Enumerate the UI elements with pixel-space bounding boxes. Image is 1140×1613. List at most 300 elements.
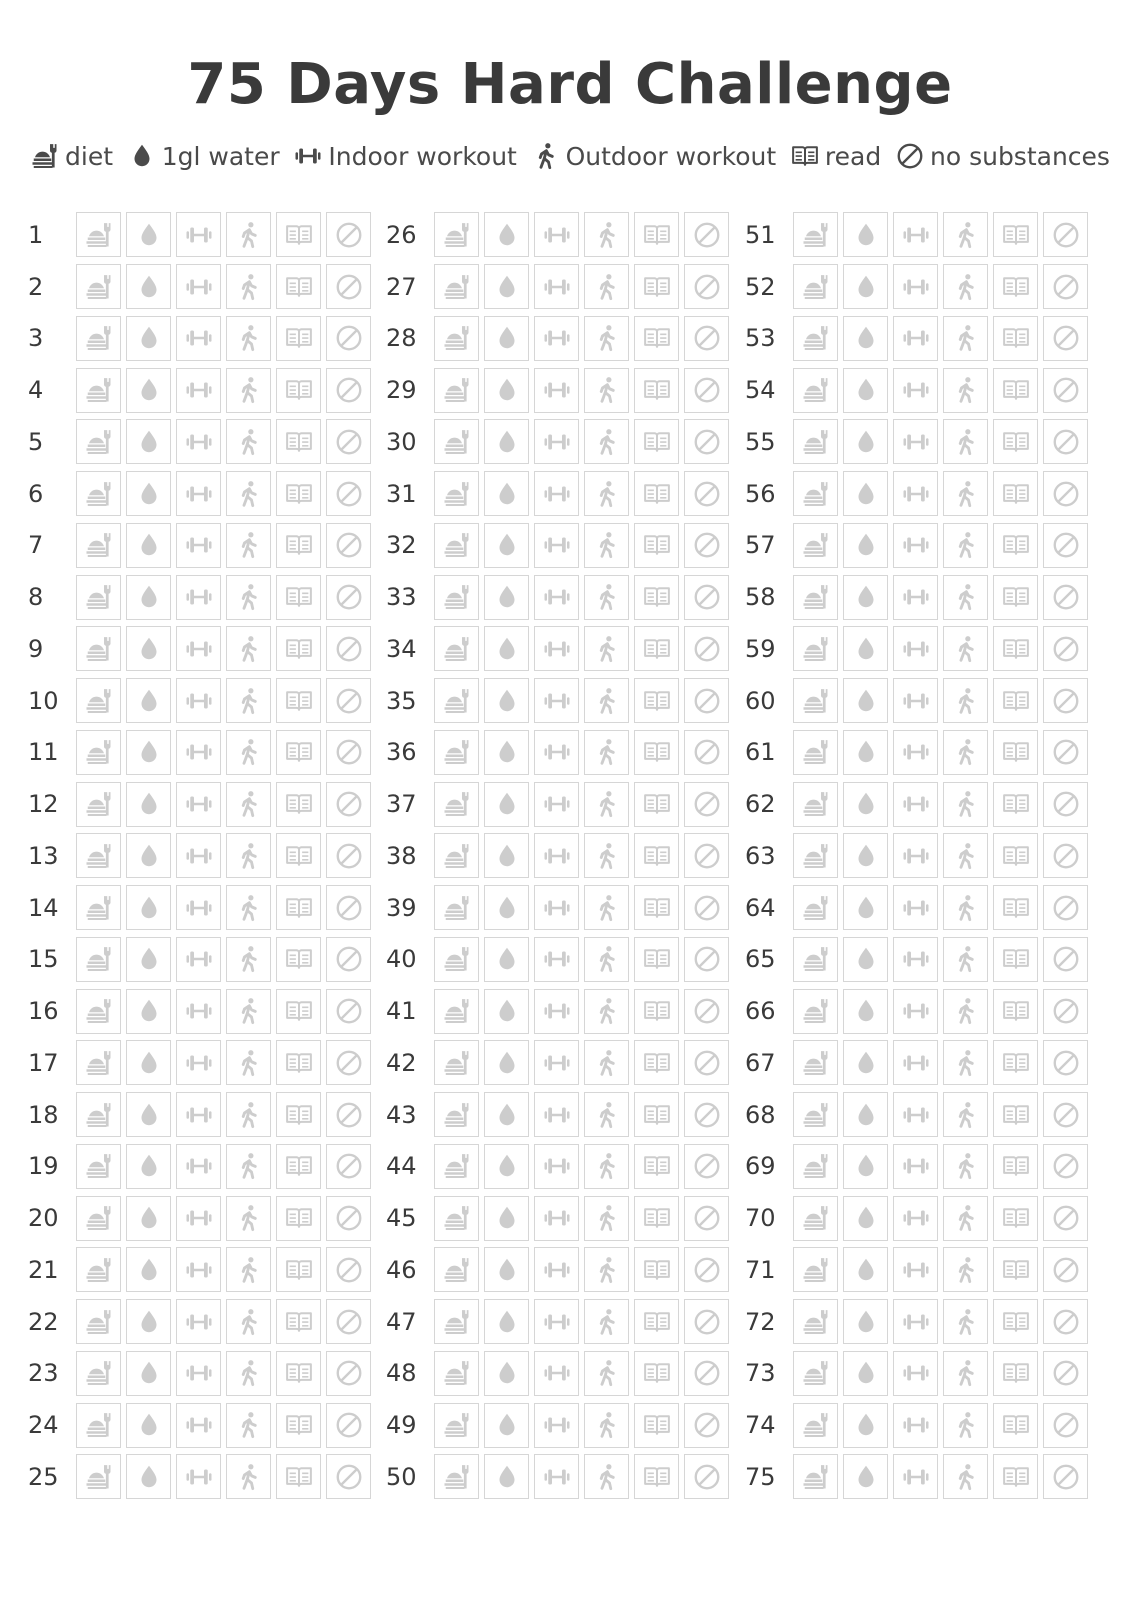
day-67-dumbbell-checkbox[interactable] (893, 1040, 938, 1085)
day-60-dumbbell-checkbox[interactable] (893, 678, 938, 723)
day-23-prohibited-checkbox[interactable] (326, 1351, 371, 1396)
day-49-walking-person-checkbox[interactable] (584, 1403, 629, 1448)
day-11-diet-checkbox[interactable] (76, 730, 121, 775)
day-5-diet-checkbox[interactable] (76, 419, 121, 464)
day-28-dumbbell-checkbox[interactable] (534, 316, 579, 361)
day-55-dumbbell-checkbox[interactable] (893, 419, 938, 464)
day-7-walking-person-checkbox[interactable] (226, 523, 271, 568)
day-14-open-book-checkbox[interactable] (276, 885, 321, 930)
day-40-dumbbell-checkbox[interactable] (534, 937, 579, 982)
day-68-prohibited-checkbox[interactable] (1043, 1092, 1088, 1137)
day-28-water-drop-checkbox[interactable] (484, 316, 529, 361)
day-59-open-book-checkbox[interactable] (993, 626, 1038, 671)
day-68-open-book-checkbox[interactable] (993, 1092, 1038, 1137)
day-24-open-book-checkbox[interactable] (276, 1403, 321, 1448)
day-38-open-book-checkbox[interactable] (634, 833, 679, 878)
day-33-prohibited-checkbox[interactable] (684, 575, 729, 620)
day-51-water-drop-checkbox[interactable] (843, 212, 888, 257)
day-64-prohibited-checkbox[interactable] (1043, 885, 1088, 930)
day-67-open-book-checkbox[interactable] (993, 1040, 1038, 1085)
day-71-diet-checkbox[interactable] (793, 1247, 838, 1292)
day-58-diet-checkbox[interactable] (793, 575, 838, 620)
day-69-water-drop-checkbox[interactable] (843, 1144, 888, 1189)
day-4-water-drop-checkbox[interactable] (126, 368, 171, 413)
day-75-water-drop-checkbox[interactable] (843, 1454, 888, 1499)
day-11-water-drop-checkbox[interactable] (126, 730, 171, 775)
day-68-water-drop-checkbox[interactable] (843, 1092, 888, 1137)
day-15-walking-person-checkbox[interactable] (226, 937, 271, 982)
day-32-prohibited-checkbox[interactable] (684, 523, 729, 568)
day-42-diet-checkbox[interactable] (434, 1040, 479, 1085)
day-17-open-book-checkbox[interactable] (276, 1040, 321, 1085)
day-11-prohibited-checkbox[interactable] (326, 730, 371, 775)
day-36-diet-checkbox[interactable] (434, 730, 479, 775)
day-52-dumbbell-checkbox[interactable] (893, 264, 938, 309)
day-51-walking-person-checkbox[interactable] (943, 212, 988, 257)
day-53-prohibited-checkbox[interactable] (1043, 316, 1088, 361)
day-54-diet-checkbox[interactable] (793, 368, 838, 413)
day-38-diet-checkbox[interactable] (434, 833, 479, 878)
day-72-open-book-checkbox[interactable] (993, 1299, 1038, 1344)
day-6-open-book-checkbox[interactable] (276, 471, 321, 516)
day-56-prohibited-checkbox[interactable] (1043, 471, 1088, 516)
day-30-dumbbell-checkbox[interactable] (534, 419, 579, 464)
day-65-water-drop-checkbox[interactable] (843, 937, 888, 982)
day-70-water-drop-checkbox[interactable] (843, 1196, 888, 1241)
day-59-water-drop-checkbox[interactable] (843, 626, 888, 671)
day-56-dumbbell-checkbox[interactable] (893, 471, 938, 516)
day-58-open-book-checkbox[interactable] (993, 575, 1038, 620)
day-26-dumbbell-checkbox[interactable] (534, 212, 579, 257)
day-57-dumbbell-checkbox[interactable] (893, 523, 938, 568)
day-63-water-drop-checkbox[interactable] (843, 833, 888, 878)
day-8-prohibited-checkbox[interactable] (326, 575, 371, 620)
day-26-diet-checkbox[interactable] (434, 212, 479, 257)
day-3-dumbbell-checkbox[interactable] (176, 316, 221, 361)
day-25-open-book-checkbox[interactable] (276, 1454, 321, 1499)
day-17-prohibited-checkbox[interactable] (326, 1040, 371, 1085)
day-63-dumbbell-checkbox[interactable] (893, 833, 938, 878)
day-26-water-drop-checkbox[interactable] (484, 212, 529, 257)
day-75-open-book-checkbox[interactable] (993, 1454, 1038, 1499)
day-29-diet-checkbox[interactable] (434, 368, 479, 413)
day-23-open-book-checkbox[interactable] (276, 1351, 321, 1396)
day-1-dumbbell-checkbox[interactable] (176, 212, 221, 257)
day-2-diet-checkbox[interactable] (76, 264, 121, 309)
day-75-walking-person-checkbox[interactable] (943, 1454, 988, 1499)
day-30-water-drop-checkbox[interactable] (484, 419, 529, 464)
day-64-open-book-checkbox[interactable] (993, 885, 1038, 930)
day-8-dumbbell-checkbox[interactable] (176, 575, 221, 620)
day-58-prohibited-checkbox[interactable] (1043, 575, 1088, 620)
day-12-open-book-checkbox[interactable] (276, 782, 321, 827)
day-73-open-book-checkbox[interactable] (993, 1351, 1038, 1396)
day-74-water-drop-checkbox[interactable] (843, 1403, 888, 1448)
day-55-prohibited-checkbox[interactable] (1043, 419, 1088, 464)
day-49-prohibited-checkbox[interactable] (684, 1403, 729, 1448)
day-17-water-drop-checkbox[interactable] (126, 1040, 171, 1085)
day-29-water-drop-checkbox[interactable] (484, 368, 529, 413)
day-39-prohibited-checkbox[interactable] (684, 885, 729, 930)
day-31-walking-person-checkbox[interactable] (584, 471, 629, 516)
day-33-dumbbell-checkbox[interactable] (534, 575, 579, 620)
day-73-prohibited-checkbox[interactable] (1043, 1351, 1088, 1396)
day-6-water-drop-checkbox[interactable] (126, 471, 171, 516)
day-73-water-drop-checkbox[interactable] (843, 1351, 888, 1396)
day-37-walking-person-checkbox[interactable] (584, 782, 629, 827)
day-50-open-book-checkbox[interactable] (634, 1454, 679, 1499)
day-8-diet-checkbox[interactable] (76, 575, 121, 620)
day-68-diet-checkbox[interactable] (793, 1092, 838, 1137)
day-44-open-book-checkbox[interactable] (634, 1144, 679, 1189)
day-44-walking-person-checkbox[interactable] (584, 1144, 629, 1189)
day-72-diet-checkbox[interactable] (793, 1299, 838, 1344)
day-68-dumbbell-checkbox[interactable] (893, 1092, 938, 1137)
day-5-prohibited-checkbox[interactable] (326, 419, 371, 464)
day-24-prohibited-checkbox[interactable] (326, 1403, 371, 1448)
day-9-walking-person-checkbox[interactable] (226, 626, 271, 671)
day-3-diet-checkbox[interactable] (76, 316, 121, 361)
day-21-dumbbell-checkbox[interactable] (176, 1247, 221, 1292)
day-5-walking-person-checkbox[interactable] (226, 419, 271, 464)
day-21-diet-checkbox[interactable] (76, 1247, 121, 1292)
day-7-open-book-checkbox[interactable] (276, 523, 321, 568)
day-74-dumbbell-checkbox[interactable] (893, 1403, 938, 1448)
day-2-prohibited-checkbox[interactable] (326, 264, 371, 309)
day-42-water-drop-checkbox[interactable] (484, 1040, 529, 1085)
day-57-prohibited-checkbox[interactable] (1043, 523, 1088, 568)
day-63-prohibited-checkbox[interactable] (1043, 833, 1088, 878)
day-46-open-book-checkbox[interactable] (634, 1247, 679, 1292)
day-51-prohibited-checkbox[interactable] (1043, 212, 1088, 257)
day-35-walking-person-checkbox[interactable] (584, 678, 629, 723)
day-22-walking-person-checkbox[interactable] (226, 1299, 271, 1344)
day-45-water-drop-checkbox[interactable] (484, 1196, 529, 1241)
day-52-open-book-checkbox[interactable] (993, 264, 1038, 309)
day-15-dumbbell-checkbox[interactable] (176, 937, 221, 982)
day-39-water-drop-checkbox[interactable] (484, 885, 529, 930)
day-35-open-book-checkbox[interactable] (634, 678, 679, 723)
day-52-prohibited-checkbox[interactable] (1043, 264, 1088, 309)
day-28-walking-person-checkbox[interactable] (584, 316, 629, 361)
day-75-prohibited-checkbox[interactable] (1043, 1454, 1088, 1499)
day-47-diet-checkbox[interactable] (434, 1299, 479, 1344)
day-13-water-drop-checkbox[interactable] (126, 833, 171, 878)
day-11-open-book-checkbox[interactable] (276, 730, 321, 775)
day-64-water-drop-checkbox[interactable] (843, 885, 888, 930)
day-41-diet-checkbox[interactable] (434, 989, 479, 1034)
day-69-prohibited-checkbox[interactable] (1043, 1144, 1088, 1189)
day-68-walking-person-checkbox[interactable] (943, 1092, 988, 1137)
day-47-dumbbell-checkbox[interactable] (534, 1299, 579, 1344)
day-48-open-book-checkbox[interactable] (634, 1351, 679, 1396)
day-20-diet-checkbox[interactable] (76, 1196, 121, 1241)
day-45-walking-person-checkbox[interactable] (584, 1196, 629, 1241)
day-8-walking-person-checkbox[interactable] (226, 575, 271, 620)
day-27-walking-person-checkbox[interactable] (584, 264, 629, 309)
day-42-prohibited-checkbox[interactable] (684, 1040, 729, 1085)
day-33-walking-person-checkbox[interactable] (584, 575, 629, 620)
day-20-prohibited-checkbox[interactable] (326, 1196, 371, 1241)
day-66-open-book-checkbox[interactable] (993, 989, 1038, 1034)
day-43-prohibited-checkbox[interactable] (684, 1092, 729, 1137)
day-56-walking-person-checkbox[interactable] (943, 471, 988, 516)
day-53-diet-checkbox[interactable] (793, 316, 838, 361)
day-61-prohibited-checkbox[interactable] (1043, 730, 1088, 775)
day-13-open-book-checkbox[interactable] (276, 833, 321, 878)
day-6-walking-person-checkbox[interactable] (226, 471, 271, 516)
day-34-prohibited-checkbox[interactable] (684, 626, 729, 671)
day-4-diet-checkbox[interactable] (76, 368, 121, 413)
day-18-open-book-checkbox[interactable] (276, 1092, 321, 1137)
day-16-diet-checkbox[interactable] (76, 989, 121, 1034)
day-24-water-drop-checkbox[interactable] (126, 1403, 171, 1448)
day-67-diet-checkbox[interactable] (793, 1040, 838, 1085)
day-38-prohibited-checkbox[interactable] (684, 833, 729, 878)
day-46-diet-checkbox[interactable] (434, 1247, 479, 1292)
day-65-open-book-checkbox[interactable] (993, 937, 1038, 982)
day-23-water-drop-checkbox[interactable] (126, 1351, 171, 1396)
day-44-diet-checkbox[interactable] (434, 1144, 479, 1189)
day-22-dumbbell-checkbox[interactable] (176, 1299, 221, 1344)
day-32-dumbbell-checkbox[interactable] (534, 523, 579, 568)
day-61-dumbbell-checkbox[interactable] (893, 730, 938, 775)
day-41-open-book-checkbox[interactable] (634, 989, 679, 1034)
day-67-water-drop-checkbox[interactable] (843, 1040, 888, 1085)
day-11-walking-person-checkbox[interactable] (226, 730, 271, 775)
day-33-open-book-checkbox[interactable] (634, 575, 679, 620)
day-51-diet-checkbox[interactable] (793, 212, 838, 257)
day-34-walking-person-checkbox[interactable] (584, 626, 629, 671)
day-31-diet-checkbox[interactable] (434, 471, 479, 516)
day-9-water-drop-checkbox[interactable] (126, 626, 171, 671)
day-24-dumbbell-checkbox[interactable] (176, 1403, 221, 1448)
day-46-dumbbell-checkbox[interactable] (534, 1247, 579, 1292)
day-32-open-book-checkbox[interactable] (634, 523, 679, 568)
day-64-diet-checkbox[interactable] (793, 885, 838, 930)
day-10-diet-checkbox[interactable] (76, 678, 121, 723)
day-16-prohibited-checkbox[interactable] (326, 989, 371, 1034)
day-18-prohibited-checkbox[interactable] (326, 1092, 371, 1137)
day-72-prohibited-checkbox[interactable] (1043, 1299, 1088, 1344)
day-1-open-book-checkbox[interactable] (276, 212, 321, 257)
day-71-open-book-checkbox[interactable] (993, 1247, 1038, 1292)
day-10-open-book-checkbox[interactable] (276, 678, 321, 723)
day-37-water-drop-checkbox[interactable] (484, 782, 529, 827)
day-36-dumbbell-checkbox[interactable] (534, 730, 579, 775)
day-56-open-book-checkbox[interactable] (993, 471, 1038, 516)
day-19-dumbbell-checkbox[interactable] (176, 1144, 221, 1189)
day-30-diet-checkbox[interactable] (434, 419, 479, 464)
day-49-dumbbell-checkbox[interactable] (534, 1403, 579, 1448)
day-65-prohibited-checkbox[interactable] (1043, 937, 1088, 982)
day-14-water-drop-checkbox[interactable] (126, 885, 171, 930)
day-60-walking-person-checkbox[interactable] (943, 678, 988, 723)
day-60-prohibited-checkbox[interactable] (1043, 678, 1088, 723)
day-27-water-drop-checkbox[interactable] (484, 264, 529, 309)
day-41-water-drop-checkbox[interactable] (484, 989, 529, 1034)
day-36-walking-person-checkbox[interactable] (584, 730, 629, 775)
day-42-walking-person-checkbox[interactable] (584, 1040, 629, 1085)
day-53-dumbbell-checkbox[interactable] (893, 316, 938, 361)
day-69-open-book-checkbox[interactable] (993, 1144, 1038, 1189)
day-37-prohibited-checkbox[interactable] (684, 782, 729, 827)
day-38-water-drop-checkbox[interactable] (484, 833, 529, 878)
day-63-open-book-checkbox[interactable] (993, 833, 1038, 878)
day-38-walking-person-checkbox[interactable] (584, 833, 629, 878)
day-74-prohibited-checkbox[interactable] (1043, 1403, 1088, 1448)
day-18-walking-person-checkbox[interactable] (226, 1092, 271, 1137)
day-21-water-drop-checkbox[interactable] (126, 1247, 171, 1292)
day-29-dumbbell-checkbox[interactable] (534, 368, 579, 413)
day-58-walking-person-checkbox[interactable] (943, 575, 988, 620)
day-40-open-book-checkbox[interactable] (634, 937, 679, 982)
day-31-open-book-checkbox[interactable] (634, 471, 679, 516)
day-34-diet-checkbox[interactable] (434, 626, 479, 671)
day-61-water-drop-checkbox[interactable] (843, 730, 888, 775)
day-28-diet-checkbox[interactable] (434, 316, 479, 361)
day-41-walking-person-checkbox[interactable] (584, 989, 629, 1034)
day-71-prohibited-checkbox[interactable] (1043, 1247, 1088, 1292)
day-62-diet-checkbox[interactable] (793, 782, 838, 827)
day-65-dumbbell-checkbox[interactable] (893, 937, 938, 982)
day-60-water-drop-checkbox[interactable] (843, 678, 888, 723)
day-32-walking-person-checkbox[interactable] (584, 523, 629, 568)
day-14-diet-checkbox[interactable] (76, 885, 121, 930)
day-62-walking-person-checkbox[interactable] (943, 782, 988, 827)
day-72-water-drop-checkbox[interactable] (843, 1299, 888, 1344)
day-48-water-drop-checkbox[interactable] (484, 1351, 529, 1396)
day-40-diet-checkbox[interactable] (434, 937, 479, 982)
day-19-open-book-checkbox[interactable] (276, 1144, 321, 1189)
day-34-water-drop-checkbox[interactable] (484, 626, 529, 671)
day-6-diet-checkbox[interactable] (76, 471, 121, 516)
day-16-open-book-checkbox[interactable] (276, 989, 321, 1034)
day-17-diet-checkbox[interactable] (76, 1040, 121, 1085)
day-70-diet-checkbox[interactable] (793, 1196, 838, 1241)
day-7-dumbbell-checkbox[interactable] (176, 523, 221, 568)
day-19-walking-person-checkbox[interactable] (226, 1144, 271, 1189)
day-55-water-drop-checkbox[interactable] (843, 419, 888, 464)
day-3-walking-person-checkbox[interactable] (226, 316, 271, 361)
day-52-walking-person-checkbox[interactable] (943, 264, 988, 309)
day-47-open-book-checkbox[interactable] (634, 1299, 679, 1344)
day-2-walking-person-checkbox[interactable] (226, 264, 271, 309)
day-18-dumbbell-checkbox[interactable] (176, 1092, 221, 1137)
day-35-prohibited-checkbox[interactable] (684, 678, 729, 723)
day-13-walking-person-checkbox[interactable] (226, 833, 271, 878)
day-27-diet-checkbox[interactable] (434, 264, 479, 309)
day-6-dumbbell-checkbox[interactable] (176, 471, 221, 516)
day-3-prohibited-checkbox[interactable] (326, 316, 371, 361)
day-23-diet-checkbox[interactable] (76, 1351, 121, 1396)
day-13-dumbbell-checkbox[interactable] (176, 833, 221, 878)
day-12-diet-checkbox[interactable] (76, 782, 121, 827)
day-43-diet-checkbox[interactable] (434, 1092, 479, 1137)
day-40-walking-person-checkbox[interactable] (584, 937, 629, 982)
day-70-dumbbell-checkbox[interactable] (893, 1196, 938, 1241)
day-53-walking-person-checkbox[interactable] (943, 316, 988, 361)
day-47-water-drop-checkbox[interactable] (484, 1299, 529, 1344)
day-55-walking-person-checkbox[interactable] (943, 419, 988, 464)
day-33-diet-checkbox[interactable] (434, 575, 479, 620)
day-71-walking-person-checkbox[interactable] (943, 1247, 988, 1292)
day-69-diet-checkbox[interactable] (793, 1144, 838, 1189)
day-37-open-book-checkbox[interactable] (634, 782, 679, 827)
day-64-dumbbell-checkbox[interactable] (893, 885, 938, 930)
day-30-open-book-checkbox[interactable] (634, 419, 679, 464)
day-59-walking-person-checkbox[interactable] (943, 626, 988, 671)
day-43-walking-person-checkbox[interactable] (584, 1092, 629, 1137)
day-44-dumbbell-checkbox[interactable] (534, 1144, 579, 1189)
day-59-dumbbell-checkbox[interactable] (893, 626, 938, 671)
day-2-water-drop-checkbox[interactable] (126, 264, 171, 309)
day-23-walking-person-checkbox[interactable] (226, 1351, 271, 1396)
day-47-walking-person-checkbox[interactable] (584, 1299, 629, 1344)
day-45-dumbbell-checkbox[interactable] (534, 1196, 579, 1241)
day-12-water-drop-checkbox[interactable] (126, 782, 171, 827)
day-66-water-drop-checkbox[interactable] (843, 989, 888, 1034)
day-57-open-book-checkbox[interactable] (993, 523, 1038, 568)
day-66-prohibited-checkbox[interactable] (1043, 989, 1088, 1034)
day-12-walking-person-checkbox[interactable] (226, 782, 271, 827)
day-45-prohibited-checkbox[interactable] (684, 1196, 729, 1241)
day-20-water-drop-checkbox[interactable] (126, 1196, 171, 1241)
day-50-water-drop-checkbox[interactable] (484, 1454, 529, 1499)
day-55-open-book-checkbox[interactable] (993, 419, 1038, 464)
day-75-dumbbell-checkbox[interactable] (893, 1454, 938, 1499)
day-27-open-book-checkbox[interactable] (634, 264, 679, 309)
day-61-open-book-checkbox[interactable] (993, 730, 1038, 775)
day-73-diet-checkbox[interactable] (793, 1351, 838, 1396)
day-2-dumbbell-checkbox[interactable] (176, 264, 221, 309)
day-34-open-book-checkbox[interactable] (634, 626, 679, 671)
day-21-prohibited-checkbox[interactable] (326, 1247, 371, 1292)
day-22-prohibited-checkbox[interactable] (326, 1299, 371, 1344)
day-25-dumbbell-checkbox[interactable] (176, 1454, 221, 1499)
day-39-diet-checkbox[interactable] (434, 885, 479, 930)
day-48-prohibited-checkbox[interactable] (684, 1351, 729, 1396)
day-73-walking-person-checkbox[interactable] (943, 1351, 988, 1396)
day-69-dumbbell-checkbox[interactable] (893, 1144, 938, 1189)
day-32-water-drop-checkbox[interactable] (484, 523, 529, 568)
day-4-walking-person-checkbox[interactable] (226, 368, 271, 413)
day-29-prohibited-checkbox[interactable] (684, 368, 729, 413)
day-12-prohibited-checkbox[interactable] (326, 782, 371, 827)
day-22-diet-checkbox[interactable] (76, 1299, 121, 1344)
day-24-walking-person-checkbox[interactable] (226, 1403, 271, 1448)
day-52-water-drop-checkbox[interactable] (843, 264, 888, 309)
day-4-open-book-checkbox[interactable] (276, 368, 321, 413)
day-37-diet-checkbox[interactable] (434, 782, 479, 827)
day-29-walking-person-checkbox[interactable] (584, 368, 629, 413)
day-22-water-drop-checkbox[interactable] (126, 1299, 171, 1344)
day-29-open-book-checkbox[interactable] (634, 368, 679, 413)
day-9-diet-checkbox[interactable] (76, 626, 121, 671)
day-18-water-drop-checkbox[interactable] (126, 1092, 171, 1137)
day-42-open-book-checkbox[interactable] (634, 1040, 679, 1085)
day-27-dumbbell-checkbox[interactable] (534, 264, 579, 309)
day-14-dumbbell-checkbox[interactable] (176, 885, 221, 930)
day-10-walking-person-checkbox[interactable] (226, 678, 271, 723)
day-50-prohibited-checkbox[interactable] (684, 1454, 729, 1499)
day-52-diet-checkbox[interactable] (793, 264, 838, 309)
day-25-walking-person-checkbox[interactable] (226, 1454, 271, 1499)
day-64-walking-person-checkbox[interactable] (943, 885, 988, 930)
day-36-open-book-checkbox[interactable] (634, 730, 679, 775)
day-28-open-book-checkbox[interactable] (634, 316, 679, 361)
day-42-dumbbell-checkbox[interactable] (534, 1040, 579, 1085)
